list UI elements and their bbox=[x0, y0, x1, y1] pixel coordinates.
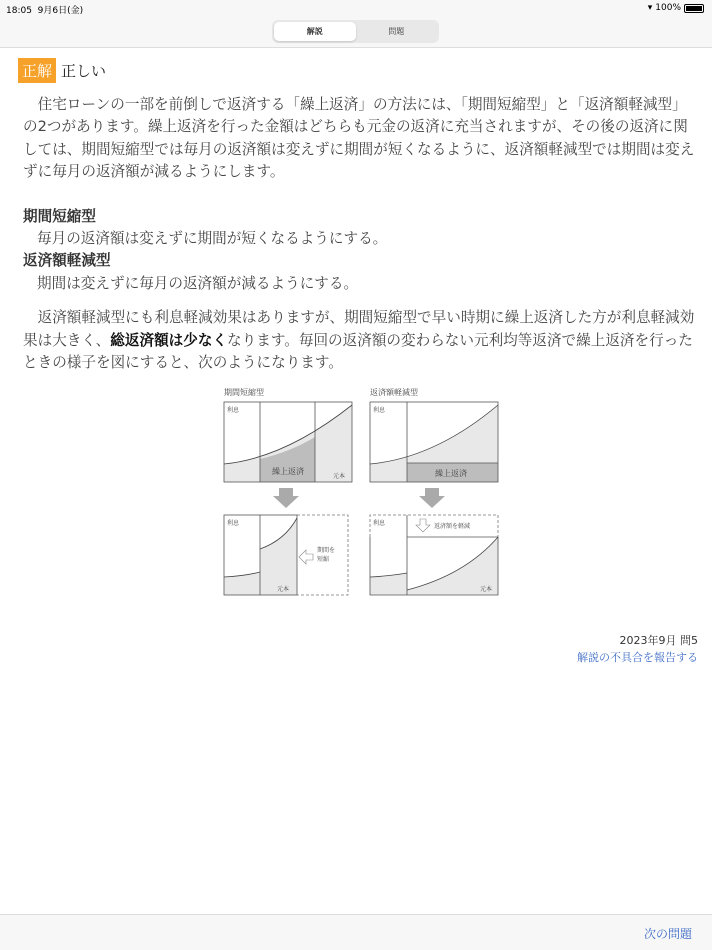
interest-label: 利息 bbox=[373, 520, 386, 527]
shorten-label: 期間を bbox=[317, 547, 336, 554]
tab-explanation[interactable]: 解説 bbox=[274, 22, 356, 41]
text: 返済額軽減型にも利息軽減効果はありますが、期間短縮型で早い時期に繰上返済した方が利息軽減効果は大きく、 bbox=[23, 309, 695, 349]
emphasis: 総返済額は少なく bbox=[110, 331, 228, 349]
meta-info bbox=[577, 632, 698, 666]
heading-term-shortening: 期間短縮型 bbox=[23, 207, 96, 225]
reduce-label: 返済額を軽減 bbox=[434, 523, 471, 530]
correct-badge: 正解 bbox=[18, 58, 56, 83]
next-question-button[interactable]: 次の問題 bbox=[643, 927, 692, 941]
report-issue-link[interactable]: 解説の不具合を報告する bbox=[577, 651, 698, 664]
prepayment-diagram bbox=[215, 380, 505, 600]
battery-level: 100% bbox=[655, 3, 681, 13]
heading-payment-reduction: 返済額軽減型 bbox=[23, 252, 111, 270]
desc-payment-reduction: 期間は変えずに毎月の返済額が減るようにする。 bbox=[37, 274, 359, 292]
paragraph-intro: 住宅ローンの一部を前倒しで返済する「繰上返済」の方法には、「期間短縮型」と「返済額軽減型」の2つがあります。繰上返済を行った金額はどちらも元金の返済に充当されますが、その後の返済に関しては、期間短縮型では毎月の返済額は変えずに期間が短くなるように、返済額軽減型では期間は変えずに毎月の返済額が減るようにします。 bbox=[23, 96, 695, 181]
interest-label: 利息 bbox=[373, 407, 386, 414]
status-right bbox=[648, 3, 704, 13]
explanation-body bbox=[23, 94, 698, 374]
status-time bbox=[6, 3, 83, 16]
down-arrow-icon bbox=[273, 488, 299, 508]
top-bar bbox=[0, 0, 712, 48]
payment-reduction-after bbox=[370, 515, 498, 595]
term-shortening-before bbox=[224, 402, 352, 482]
paragraph-comparison bbox=[23, 307, 698, 374]
bottom-bar bbox=[0, 914, 712, 950]
result-text: 正しい bbox=[61, 62, 107, 80]
time: 18:05 bbox=[6, 6, 32, 16]
left-title: 期間短縮型 bbox=[224, 388, 264, 397]
desc-term-shortening: 毎月の返済額は変えずに期間が短くなるようにする。 bbox=[37, 230, 388, 248]
date: 9月6日(金) bbox=[37, 6, 84, 16]
text: なります。毎回の返済額の変わらない元利均等返済で繰上返済を行ったときの様子を図にすると、次のようになります。 bbox=[23, 331, 693, 372]
interest-label: 利息 bbox=[227, 520, 240, 527]
tab-question[interactable]: 問題 bbox=[388, 27, 405, 36]
down-arrow-icon bbox=[416, 519, 430, 532]
prepay-label: 繰上返済 bbox=[435, 469, 467, 478]
principal-label: 元本 bbox=[333, 473, 346, 480]
interest-label: 利息 bbox=[227, 407, 240, 414]
prepay-label: 繰上返済 bbox=[272, 467, 304, 476]
question-source: 2023年9月 問5 bbox=[619, 634, 698, 647]
right-title: 返済額軽減型 bbox=[370, 388, 418, 397]
down-arrow-icon bbox=[419, 488, 445, 508]
result-header bbox=[18, 58, 106, 83]
principal-label: 元本 bbox=[480, 586, 493, 593]
wifi-icon: ▾ bbox=[647, 3, 653, 13]
left-arrow-icon bbox=[299, 550, 313, 564]
principal-label: 元本 bbox=[277, 586, 290, 593]
segmented-control bbox=[272, 20, 439, 43]
payment-reduction-before bbox=[370, 402, 498, 482]
shorten-label: 短縮 bbox=[317, 556, 330, 563]
battery-icon bbox=[684, 4, 704, 13]
term-shortening-after bbox=[224, 515, 348, 595]
